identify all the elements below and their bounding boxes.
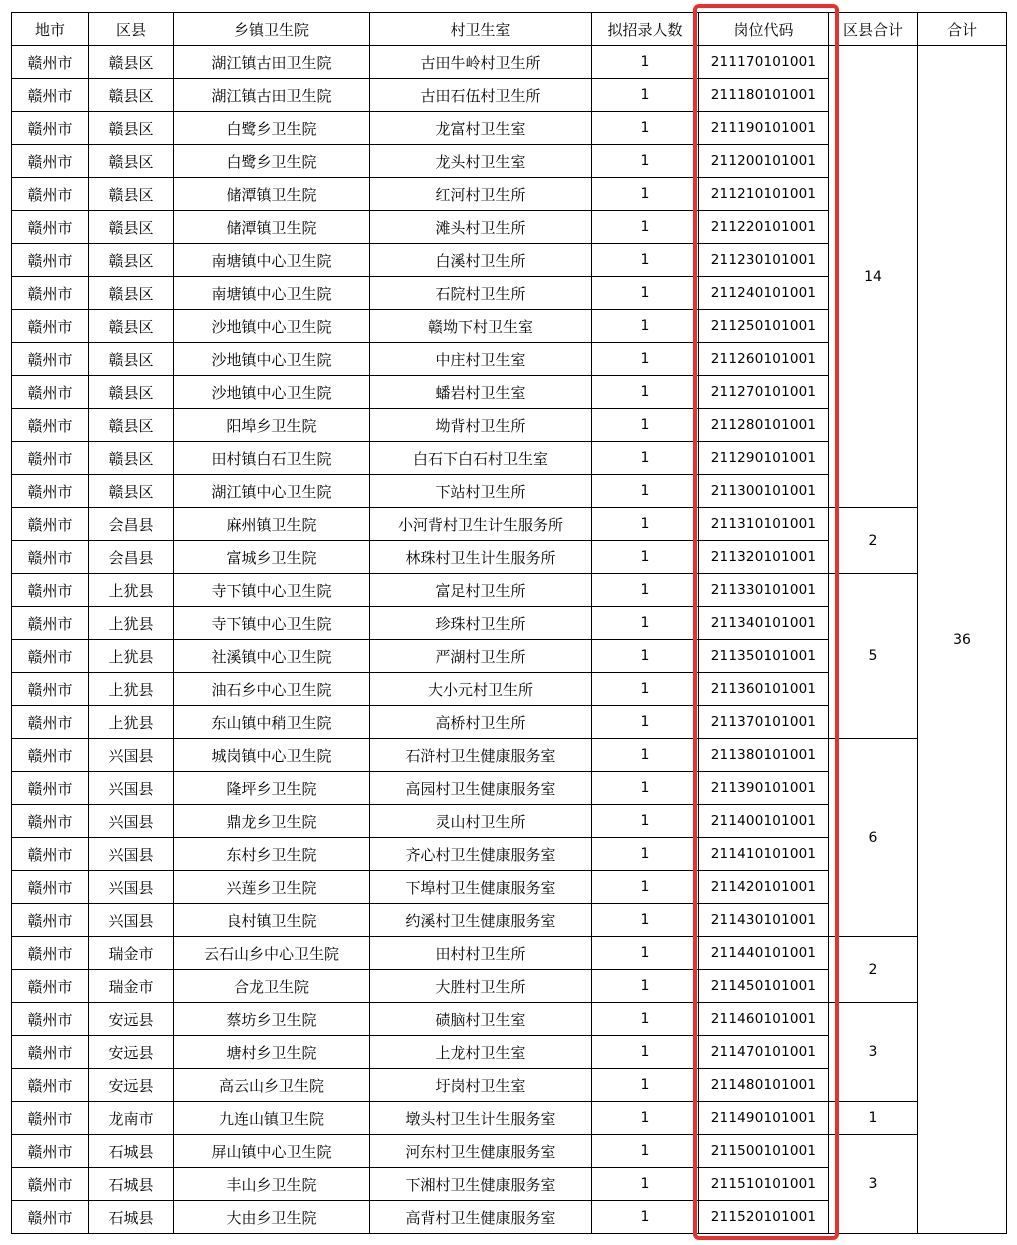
cell-district: 赣县区 bbox=[89, 79, 174, 112]
cell-district-total: 3 bbox=[829, 1135, 918, 1234]
cell-city: 赣州市 bbox=[12, 1036, 89, 1069]
cell-planned-hires: 1 bbox=[592, 343, 699, 376]
cell-planned-hires: 1 bbox=[592, 376, 699, 409]
cell-district: 赣县区 bbox=[89, 442, 174, 475]
cell-district: 上犹县 bbox=[89, 607, 174, 640]
table-row bbox=[12, 1135, 1007, 1168]
cell-village-clinic: 中庄村卫生室 bbox=[370, 343, 592, 376]
cell-position-code: 211500101001 bbox=[699, 1135, 829, 1168]
cell-city: 赣州市 bbox=[12, 1069, 89, 1102]
cell-village-clinic: 龙富村卫生室 bbox=[370, 112, 592, 145]
cell-city: 赣州市 bbox=[12, 79, 89, 112]
cell-city: 赣州市 bbox=[12, 937, 89, 970]
cell-district: 会昌县 bbox=[89, 541, 174, 574]
cell-district: 兴国县 bbox=[89, 904, 174, 937]
cell-village-clinic: 红河村卫生所 bbox=[370, 178, 592, 211]
cell-city: 赣州市 bbox=[12, 970, 89, 1003]
table-row bbox=[12, 937, 1007, 970]
cell-township-hospital: 九连山镇卫生院 bbox=[174, 1102, 370, 1135]
cell-planned-hires: 1 bbox=[592, 772, 699, 805]
cell-township-hospital: 沙地镇中心卫生院 bbox=[174, 310, 370, 343]
cell-village-clinic: 白溪村卫生所 bbox=[370, 244, 592, 277]
cell-village-clinic: 高桥村卫生所 bbox=[370, 706, 592, 739]
cell-city: 赣州市 bbox=[12, 46, 89, 79]
cell-city: 赣州市 bbox=[12, 343, 89, 376]
cell-district: 兴国县 bbox=[89, 871, 174, 904]
cell-township-hospital: 湖江镇古田卫生院 bbox=[174, 79, 370, 112]
cell-planned-hires: 1 bbox=[592, 937, 699, 970]
cell-district-total: 14 bbox=[829, 46, 918, 508]
cell-township-hospital: 田村镇白石卫生院 bbox=[174, 442, 370, 475]
cell-township-hospital: 兴莲乡卫生院 bbox=[174, 871, 370, 904]
cell-district: 兴国县 bbox=[89, 805, 174, 838]
cell-village-clinic: 白石下白石村卫生室 bbox=[370, 442, 592, 475]
table-row bbox=[12, 1102, 1007, 1135]
cell-planned-hires: 1 bbox=[592, 442, 699, 475]
cell-planned-hires: 1 bbox=[592, 145, 699, 178]
cell-planned-hires: 1 bbox=[592, 1036, 699, 1069]
cell-township-hospital: 隆坪乡卫生院 bbox=[174, 772, 370, 805]
cell-planned-hires: 1 bbox=[592, 244, 699, 277]
cell-position-code: 211430101001 bbox=[699, 904, 829, 937]
cell-position-code: 211220101001 bbox=[699, 211, 829, 244]
cell-planned-hires: 1 bbox=[592, 673, 699, 706]
cell-position-code: 211400101001 bbox=[699, 805, 829, 838]
cell-planned-hires: 1 bbox=[592, 574, 699, 607]
cell-township-hospital: 储潭镇卫生院 bbox=[174, 211, 370, 244]
header-city: 地市 bbox=[12, 13, 89, 46]
cell-planned-hires: 1 bbox=[592, 112, 699, 145]
cell-district-total: 3 bbox=[829, 1003, 918, 1102]
cell-district: 赣县区 bbox=[89, 376, 174, 409]
cell-village-clinic: 下站村卫生所 bbox=[370, 475, 592, 508]
cell-township-hospital: 湖江镇中心卫生院 bbox=[174, 475, 370, 508]
cell-city: 赣州市 bbox=[12, 673, 89, 706]
cell-township-hospital: 南塘镇中心卫生院 bbox=[174, 244, 370, 277]
cell-district: 兴国县 bbox=[89, 772, 174, 805]
cell-position-code: 211210101001 bbox=[699, 178, 829, 211]
cell-position-code: 211520101001 bbox=[699, 1201, 829, 1234]
cell-village-clinic: 齐心村卫生健康服务室 bbox=[370, 838, 592, 871]
cell-township-hospital: 富城乡卫生院 bbox=[174, 541, 370, 574]
cell-planned-hires: 1 bbox=[592, 871, 699, 904]
cell-township-hospital: 阳埠乡卫生院 bbox=[174, 409, 370, 442]
cell-district: 兴国县 bbox=[89, 739, 174, 772]
cell-city: 赣州市 bbox=[12, 541, 89, 574]
cell-position-code: 211360101001 bbox=[699, 673, 829, 706]
cell-city: 赣州市 bbox=[12, 310, 89, 343]
cell-district: 赣县区 bbox=[89, 112, 174, 145]
cell-village-clinic: 龙头村卫生室 bbox=[370, 145, 592, 178]
cell-village-clinic: 墩头村卫生计生服务室 bbox=[370, 1102, 592, 1135]
cell-planned-hires: 1 bbox=[592, 1201, 699, 1234]
cell-city: 赣州市 bbox=[12, 1102, 89, 1135]
cell-planned-hires: 1 bbox=[592, 508, 699, 541]
cell-township-hospital: 高云山乡卫生院 bbox=[174, 1069, 370, 1102]
cell-township-hospital: 麻州镇卫生院 bbox=[174, 508, 370, 541]
cell-position-code: 211310101001 bbox=[699, 508, 829, 541]
cell-city: 赣州市 bbox=[12, 871, 89, 904]
cell-township-hospital: 沙地镇中心卫生院 bbox=[174, 343, 370, 376]
cell-village-clinic: 下埠村卫生健康服务室 bbox=[370, 871, 592, 904]
cell-township-hospital: 塘村乡卫生院 bbox=[174, 1036, 370, 1069]
cell-district: 赣县区 bbox=[89, 343, 174, 376]
cell-planned-hires: 1 bbox=[592, 1135, 699, 1168]
cell-position-code: 211320101001 bbox=[699, 541, 829, 574]
cell-planned-hires: 1 bbox=[592, 1069, 699, 1102]
cell-township-hospital: 大由乡卫生院 bbox=[174, 1201, 370, 1234]
cell-city: 赣州市 bbox=[12, 508, 89, 541]
cell-city: 赣州市 bbox=[12, 442, 89, 475]
cell-planned-hires: 1 bbox=[592, 211, 699, 244]
cell-city: 赣州市 bbox=[12, 145, 89, 178]
cell-position-code: 211490101001 bbox=[699, 1102, 829, 1135]
cell-village-clinic: 高园村卫生健康服务室 bbox=[370, 772, 592, 805]
cell-village-clinic: 赣坳下村卫生室 bbox=[370, 310, 592, 343]
cell-district: 赣县区 bbox=[89, 145, 174, 178]
cell-township-hospital: 蔡坊乡卫生院 bbox=[174, 1003, 370, 1036]
cell-village-clinic: 上龙村卫生室 bbox=[370, 1036, 592, 1069]
cell-planned-hires: 1 bbox=[592, 739, 699, 772]
cell-township-hospital: 寺下镇中心卫生院 bbox=[174, 574, 370, 607]
cell-grand-total: 36 bbox=[918, 46, 1007, 1234]
cell-planned-hires: 1 bbox=[592, 805, 699, 838]
cell-district: 赣县区 bbox=[89, 178, 174, 211]
cell-planned-hires: 1 bbox=[592, 79, 699, 112]
cell-city: 赣州市 bbox=[12, 838, 89, 871]
cell-position-code: 211420101001 bbox=[699, 871, 829, 904]
cell-planned-hires: 1 bbox=[592, 640, 699, 673]
table-row bbox=[12, 574, 1007, 607]
cell-position-code: 211510101001 bbox=[699, 1168, 829, 1201]
cell-position-code: 211240101001 bbox=[699, 277, 829, 310]
cell-city: 赣州市 bbox=[12, 178, 89, 211]
cell-district: 赣县区 bbox=[89, 475, 174, 508]
cell-district-total: 2 bbox=[829, 508, 918, 574]
cell-district: 安远县 bbox=[89, 1069, 174, 1102]
cell-township-hospital: 鼎龙乡卫生院 bbox=[174, 805, 370, 838]
cell-village-clinic: 高背村卫生健康服务室 bbox=[370, 1201, 592, 1234]
header-row bbox=[12, 13, 1007, 46]
cell-village-clinic: 坳背村卫生所 bbox=[370, 409, 592, 442]
cell-township-hospital: 云石山乡中心卫生院 bbox=[174, 937, 370, 970]
header-grand-total: 合计 bbox=[918, 13, 1007, 46]
cell-township-hospital: 白鹭乡卫生院 bbox=[174, 145, 370, 178]
cell-position-code: 211390101001 bbox=[699, 772, 829, 805]
cell-township-hospital: 沙地镇中心卫生院 bbox=[174, 376, 370, 409]
cell-position-code: 211260101001 bbox=[699, 343, 829, 376]
cell-position-code: 211250101001 bbox=[699, 310, 829, 343]
cell-position-code: 211450101001 bbox=[699, 970, 829, 1003]
cell-city: 赣州市 bbox=[12, 1201, 89, 1234]
cell-planned-hires: 1 bbox=[592, 178, 699, 211]
cell-district: 兴国县 bbox=[89, 838, 174, 871]
cell-township-hospital: 良村镇卫生院 bbox=[174, 904, 370, 937]
cell-planned-hires: 1 bbox=[592, 1102, 699, 1135]
cell-village-clinic: 滩头村卫生所 bbox=[370, 211, 592, 244]
cell-city: 赣州市 bbox=[12, 211, 89, 244]
cell-position-code: 211370101001 bbox=[699, 706, 829, 739]
cell-position-code: 211350101001 bbox=[699, 640, 829, 673]
cell-district: 石城县 bbox=[89, 1135, 174, 1168]
cell-planned-hires: 1 bbox=[592, 970, 699, 1003]
cell-township-hospital: 丰山乡卫生院 bbox=[174, 1168, 370, 1201]
cell-position-code: 211230101001 bbox=[699, 244, 829, 277]
cell-district: 瑞金市 bbox=[89, 970, 174, 1003]
cell-township-hospital: 社溪镇中心卫生院 bbox=[174, 640, 370, 673]
cell-district-total: 5 bbox=[829, 574, 918, 739]
cell-district: 赣县区 bbox=[89, 409, 174, 442]
cell-village-clinic: 大胜村卫生所 bbox=[370, 970, 592, 1003]
cell-planned-hires: 1 bbox=[592, 475, 699, 508]
cell-district: 安远县 bbox=[89, 1036, 174, 1069]
cell-village-clinic: 小河背村卫生计生服务所 bbox=[370, 508, 592, 541]
cell-planned-hires: 1 bbox=[592, 904, 699, 937]
cell-village-clinic: 林珠村卫生计生服务所 bbox=[370, 541, 592, 574]
cell-city: 赣州市 bbox=[12, 739, 89, 772]
header-planned-hires: 拟招录人数 bbox=[592, 13, 699, 46]
cell-village-clinic: 圩岗村卫生室 bbox=[370, 1069, 592, 1102]
cell-village-clinic: 河东村卫生健康服务室 bbox=[370, 1135, 592, 1168]
cell-district: 赣县区 bbox=[89, 244, 174, 277]
table-row bbox=[12, 46, 1007, 79]
cell-city: 赣州市 bbox=[12, 805, 89, 838]
cell-village-clinic: 碛脑村卫生室 bbox=[370, 1003, 592, 1036]
cell-district: 赣县区 bbox=[89, 277, 174, 310]
cell-city: 赣州市 bbox=[12, 904, 89, 937]
cell-position-code: 211190101001 bbox=[699, 112, 829, 145]
cell-village-clinic: 富足村卫生所 bbox=[370, 574, 592, 607]
cell-position-code: 211180101001 bbox=[699, 79, 829, 112]
cell-village-clinic: 珍珠村卫生所 bbox=[370, 607, 592, 640]
cell-position-code: 211440101001 bbox=[699, 937, 829, 970]
cell-district: 上犹县 bbox=[89, 640, 174, 673]
cell-city: 赣州市 bbox=[12, 244, 89, 277]
cell-district: 赣县区 bbox=[89, 46, 174, 79]
cell-district: 上犹县 bbox=[89, 673, 174, 706]
cell-city: 赣州市 bbox=[12, 640, 89, 673]
cell-city: 赣州市 bbox=[12, 277, 89, 310]
cell-position-code: 211290101001 bbox=[699, 442, 829, 475]
cell-township-hospital: 东村乡卫生院 bbox=[174, 838, 370, 871]
cell-township-hospital: 南塘镇中心卫生院 bbox=[174, 277, 370, 310]
cell-city: 赣州市 bbox=[12, 772, 89, 805]
cell-position-code: 211380101001 bbox=[699, 739, 829, 772]
cell-planned-hires: 1 bbox=[592, 277, 699, 310]
cell-village-clinic: 大小元村卫生所 bbox=[370, 673, 592, 706]
cell-position-code: 211170101001 bbox=[699, 46, 829, 79]
cell-district-total: 2 bbox=[829, 937, 918, 1003]
cell-district: 安远县 bbox=[89, 1003, 174, 1036]
cell-city: 赣州市 bbox=[12, 1135, 89, 1168]
cell-position-code: 211410101001 bbox=[699, 838, 829, 871]
cell-village-clinic: 古田石伍村卫生所 bbox=[370, 79, 592, 112]
cell-position-code: 211270101001 bbox=[699, 376, 829, 409]
cell-village-clinic: 石院村卫生所 bbox=[370, 277, 592, 310]
cell-planned-hires: 1 bbox=[592, 838, 699, 871]
cell-city: 赣州市 bbox=[12, 112, 89, 145]
cell-position-code: 211460101001 bbox=[699, 1003, 829, 1036]
table-row bbox=[12, 739, 1007, 772]
cell-planned-hires: 1 bbox=[592, 706, 699, 739]
cell-district: 上犹县 bbox=[89, 706, 174, 739]
cell-district-total: 1 bbox=[829, 1102, 918, 1135]
cell-city: 赣州市 bbox=[12, 607, 89, 640]
cell-city: 赣州市 bbox=[12, 1003, 89, 1036]
cell-village-clinic: 石浒村卫生健康服务室 bbox=[370, 739, 592, 772]
cell-position-code: 211300101001 bbox=[699, 475, 829, 508]
cell-position-code: 211470101001 bbox=[699, 1036, 829, 1069]
cell-city: 赣州市 bbox=[12, 475, 89, 508]
cell-township-hospital: 储潭镇卫生院 bbox=[174, 178, 370, 211]
cell-position-code: 211280101001 bbox=[699, 409, 829, 442]
header-village-clinic: 村卫生室 bbox=[370, 13, 592, 46]
cell-planned-hires: 1 bbox=[592, 1003, 699, 1036]
cell-district: 石城县 bbox=[89, 1168, 174, 1201]
cell-position-code: 211480101001 bbox=[699, 1069, 829, 1102]
cell-village-clinic: 蟠岩村卫生室 bbox=[370, 376, 592, 409]
header-township-hospital: 乡镇卫生院 bbox=[174, 13, 370, 46]
cell-township-hospital: 白鹭乡卫生院 bbox=[174, 112, 370, 145]
cell-district: 瑞金市 bbox=[89, 937, 174, 970]
header-district-total: 区县合计 bbox=[829, 13, 918, 46]
cell-city: 赣州市 bbox=[12, 574, 89, 607]
cell-district: 龙南市 bbox=[89, 1102, 174, 1135]
cell-position-code: 211340101001 bbox=[699, 607, 829, 640]
header-district: 区县 bbox=[89, 13, 174, 46]
cell-city: 赣州市 bbox=[12, 409, 89, 442]
cell-village-clinic: 严湖村卫生所 bbox=[370, 640, 592, 673]
cell-village-clinic: 下湘村卫生健康服务室 bbox=[370, 1168, 592, 1201]
cell-planned-hires: 1 bbox=[592, 607, 699, 640]
cell-village-clinic: 约溪村卫生健康服务室 bbox=[370, 904, 592, 937]
recruitment-table bbox=[11, 12, 1007, 1234]
cell-district: 上犹县 bbox=[89, 574, 174, 607]
table-body bbox=[12, 46, 1007, 1234]
table-row bbox=[12, 1003, 1007, 1036]
cell-district: 会昌县 bbox=[89, 508, 174, 541]
cell-city: 赣州市 bbox=[12, 376, 89, 409]
cell-district-total: 6 bbox=[829, 739, 918, 937]
cell-district: 石城县 bbox=[89, 1201, 174, 1234]
cell-position-code: 211330101001 bbox=[699, 574, 829, 607]
cell-planned-hires: 1 bbox=[592, 409, 699, 442]
cell-planned-hires: 1 bbox=[592, 310, 699, 343]
table-row bbox=[12, 508, 1007, 541]
cell-township-hospital: 寺下镇中心卫生院 bbox=[174, 607, 370, 640]
cell-city: 赣州市 bbox=[12, 706, 89, 739]
cell-village-clinic: 古田牛岭村卫生所 bbox=[370, 46, 592, 79]
cell-township-hospital: 屏山镇中心卫生院 bbox=[174, 1135, 370, 1168]
header-position-code: 岗位代码 bbox=[699, 13, 829, 46]
cell-township-hospital: 湖江镇古田卫生院 bbox=[174, 46, 370, 79]
cell-village-clinic: 灵山村卫生所 bbox=[370, 805, 592, 838]
cell-planned-hires: 1 bbox=[592, 46, 699, 79]
cell-planned-hires: 1 bbox=[592, 541, 699, 574]
cell-township-hospital: 城岗镇中心卫生院 bbox=[174, 739, 370, 772]
cell-position-code: 211200101001 bbox=[699, 145, 829, 178]
cell-district: 赣县区 bbox=[89, 211, 174, 244]
cell-city: 赣州市 bbox=[12, 1168, 89, 1201]
cell-planned-hires: 1 bbox=[592, 1168, 699, 1201]
cell-township-hospital: 东山镇中稍卫生院 bbox=[174, 706, 370, 739]
cell-township-hospital: 合龙卫生院 bbox=[174, 970, 370, 1003]
cell-district: 赣县区 bbox=[89, 310, 174, 343]
cell-township-hospital: 油石乡中心卫生院 bbox=[174, 673, 370, 706]
cell-village-clinic: 田村村卫生所 bbox=[370, 937, 592, 970]
